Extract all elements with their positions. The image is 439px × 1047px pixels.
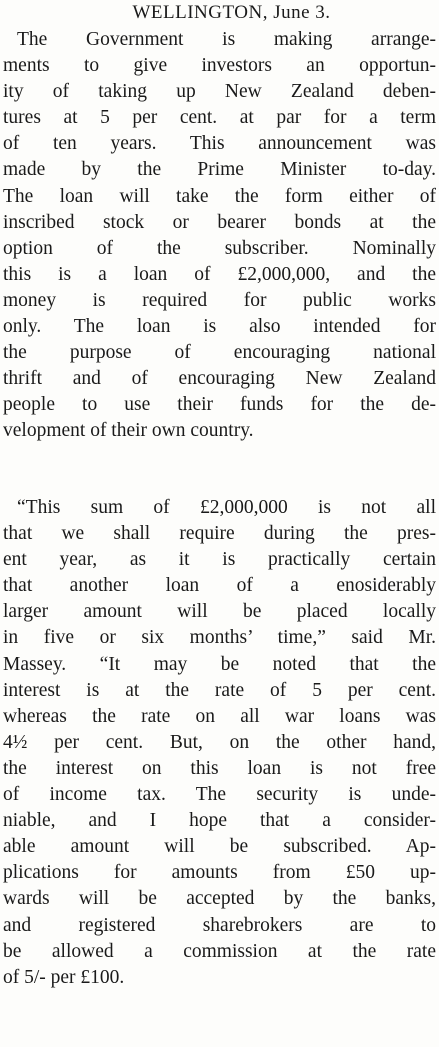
text-line: plications for amounts from £50 up- (3, 862, 436, 884)
text-line: the purpose of encouraging national (3, 342, 436, 364)
text-line: ments to give investors an opportun- (3, 55, 436, 77)
text-line: the interest on this loan is not free (3, 757, 436, 779)
text-line: of income tax. The security is unde- (3, 784, 436, 806)
text-line: larger amount will be placed locally (3, 601, 436, 623)
dateline: WELLINGTON, June 3. (132, 2, 331, 23)
text-line: this is a loan of £2,000,000, and the (3, 263, 436, 285)
text-line: 4½ per cent. But, on the other hand, (3, 731, 436, 753)
text-line: that we shall require during the pres- (3, 523, 436, 545)
text-line: velopment of their own country. (3, 420, 254, 442)
text-line: that another loan of a enosiderably (3, 575, 436, 597)
text-line: whereas the rate on all war loans was (3, 705, 436, 727)
article-paragraph-2 (3, 495, 436, 991)
text-line: of ten years. This announcement was (3, 133, 436, 155)
text-line: niable, and I hope that a consider- (3, 810, 436, 832)
text-line: inscribed stock or bearer bonds at the (3, 211, 436, 233)
article-paragraph-1 (3, 27, 436, 445)
text-line: “This sum of £2,000,000 is not all (17, 497, 436, 518)
text-line: ent year, as it is practically certain (3, 549, 436, 571)
text-line: made by the Prime Minister to-day. (3, 159, 436, 181)
text-line: interest is at the rate of 5 per cent. (3, 679, 436, 701)
text-line: thrift and of encouraging New Zealand (3, 368, 436, 390)
text-line: and registered sharebrokers are to (3, 914, 436, 936)
text-line: The Government is making arrange- (17, 29, 436, 50)
text-line: be allowed a commission at the rate (3, 940, 436, 962)
text-line: ity of taking up New Zealand deben- (3, 81, 436, 103)
text-line: The loan will take the form either of (3, 185, 436, 207)
text-line: wards will be accepted by the banks, (3, 888, 436, 910)
text-line: able amount will be subscribed. Ap- (3, 836, 436, 858)
text-line: only. The loan is also intended for (3, 316, 436, 338)
text-line: people to use their funds for the de- (3, 394, 436, 416)
text-line: option of the subscriber. Nominally (3, 237, 436, 259)
text-line: Massey. “It may be noted that the (3, 653, 436, 675)
text-line: of 5/- per £100. (3, 966, 125, 988)
text-line: money is required for public works (3, 289, 436, 311)
text-line: tures at 5 per cent. at par for a term (3, 107, 436, 129)
text-line: in five or six months’ time,” said Mr. (3, 627, 436, 649)
